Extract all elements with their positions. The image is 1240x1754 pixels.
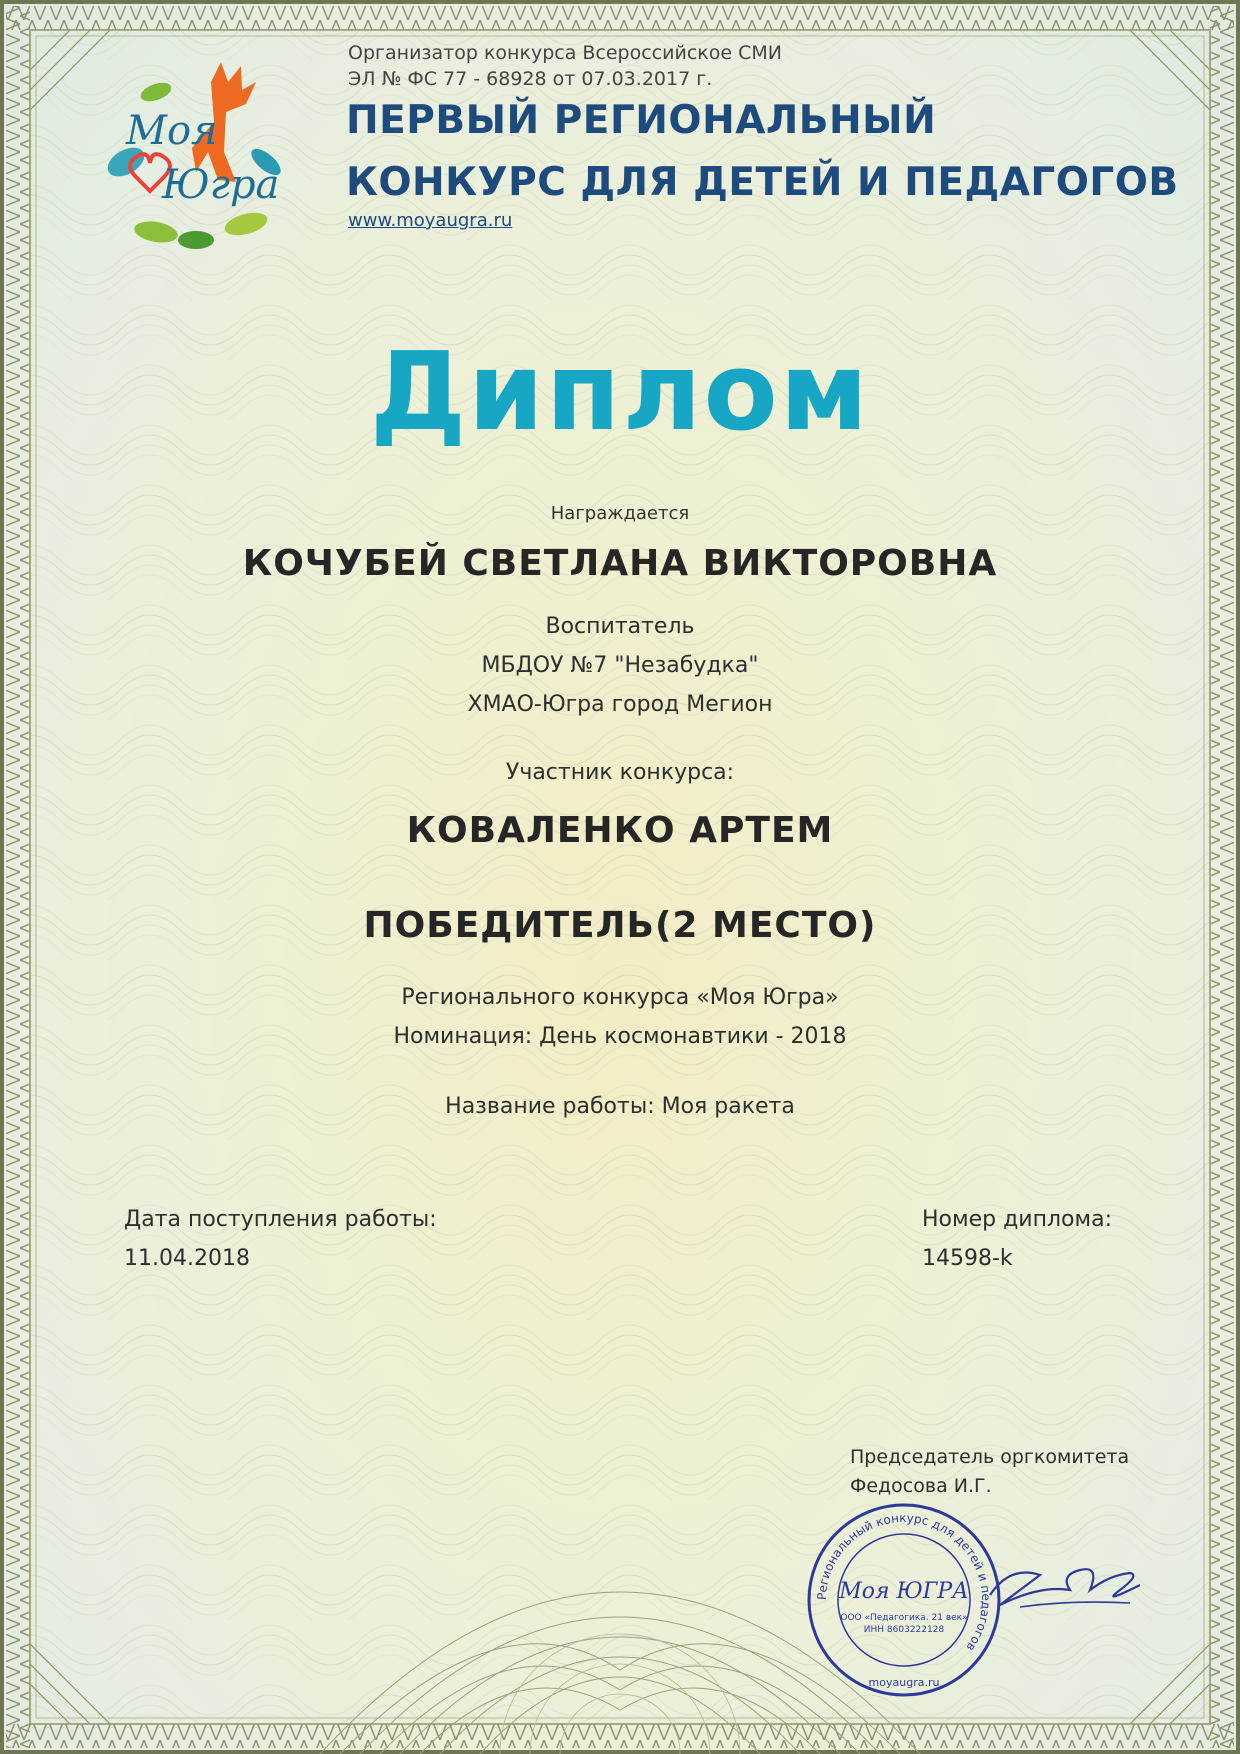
recipient-institution: МБДОУ №7 "Незабудка" [481, 653, 759, 678]
website-link[interactable]: www.moyaugra.ru [348, 210, 513, 231]
diploma-number-label: Номер диплома: [922, 1207, 1112, 1232]
logo-text-line1: Моя [126, 108, 218, 154]
chair-name: Федосова И.Г. [850, 1475, 992, 1497]
participant-name: КОВАЛЕНКО АРТЕМ [406, 810, 834, 851]
contest-name: Регионального конкурса «Моя Югра» [401, 985, 839, 1010]
headline-line2: КОНКУРС ДЛЯ ДЕТЕЙ И ПЕДАГОГОВ [346, 160, 1179, 205]
award-place: ПОБЕДИТЕЛЬ(2 МЕСТО) [363, 905, 877, 946]
stamp-inner-line1: ООО «Педагогика. 21 век» [840, 1613, 968, 1623]
stamp-bottom-text: moyaugra.ru [868, 1676, 940, 1689]
recipient-position: Воспитатель [545, 614, 695, 639]
recipient-location: ХМАО-Югра город Мегион [467, 692, 773, 717]
diploma-title: Диплом [369, 330, 871, 455]
logo-text-line2: Югра [162, 162, 280, 208]
stamp-inner-line2: ИНН 8603222128 [863, 1625, 945, 1635]
stamp-center-text: Моя ЮГРА [839, 1579, 969, 1604]
organizer-line1: Организатор конкурса Всероссийское СМИ [348, 42, 782, 64]
chair-title: Председатель оргкомитета [850, 1446, 1130, 1468]
official-stamp [804, 1500, 1004, 1700]
date-label: Дата поступления работы: [124, 1207, 437, 1232]
nomination: Номинация: День космонавтики - 2018 [393, 1024, 847, 1049]
date-value: 11.04.2018 [124, 1246, 250, 1271]
moya-yugra-logo [96, 52, 296, 252]
stamp-ring-text: Региональный конкурс для детей и педагогов [814, 1510, 994, 1654]
diploma-number-value: 14598-k [922, 1246, 1013, 1271]
recipient-name: КОЧУБЕЙ СВЕТЛАНА ВИКТОРОВНА [242, 543, 998, 584]
headline-line1: ПЕРВЫЙ РЕГИОНАЛЬНЫЙ [346, 98, 937, 143]
participant-label: Участник конкурса: [505, 760, 735, 785]
organizer-line2: ЭЛ № ФС 77 - 68928 от 07.03.2017 г. [348, 68, 713, 90]
awarded-label: Награждается [550, 503, 690, 524]
chair-signature [980, 1545, 1150, 1625]
work-title: Название работы: Моя ракета [445, 1094, 795, 1119]
